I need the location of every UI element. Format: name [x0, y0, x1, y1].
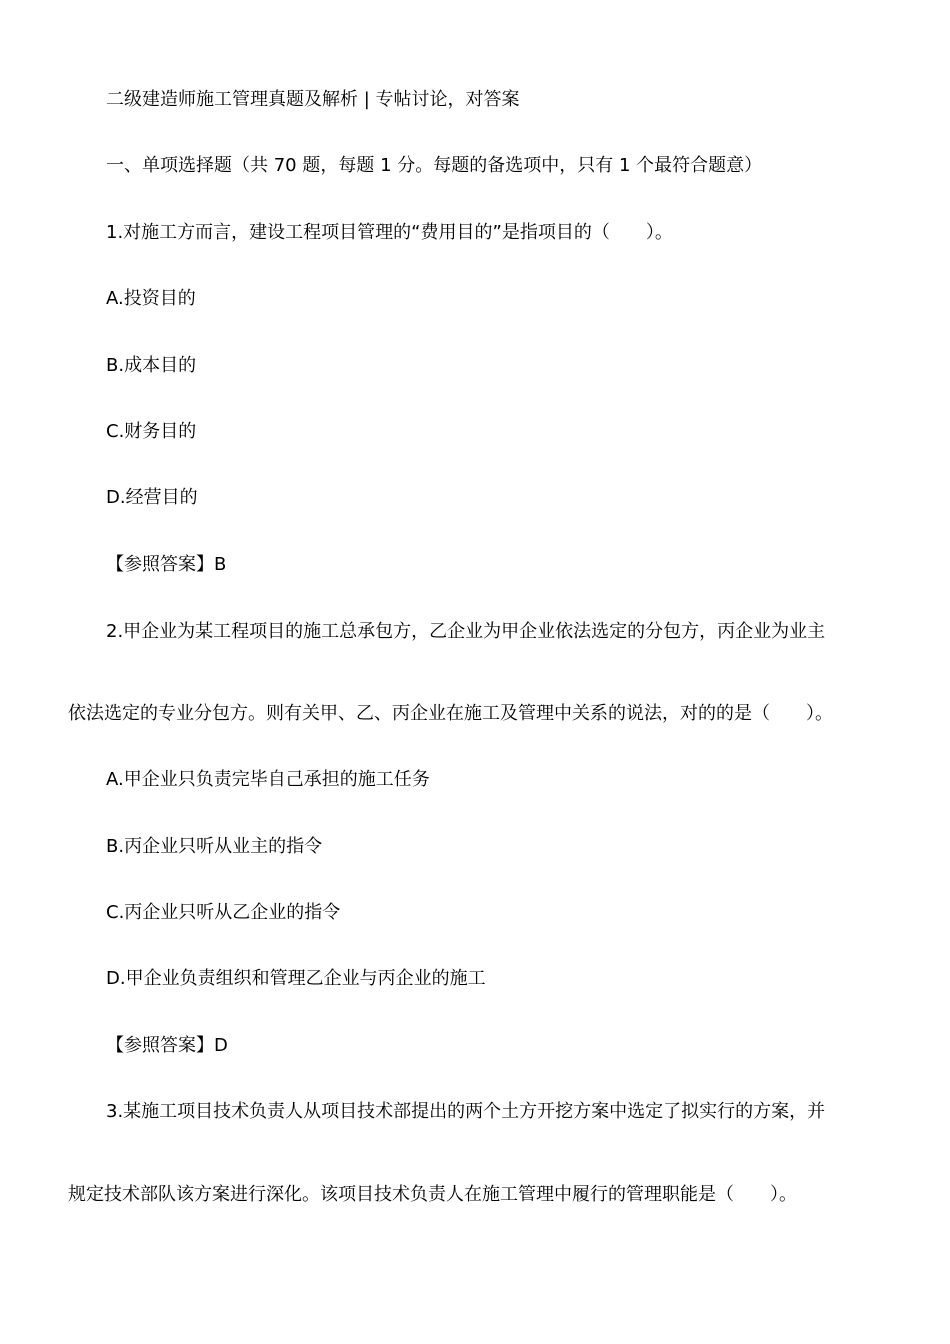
question-2-stem-line-2: 依法选定的专业分包方。则有关甲、乙、丙企业在施工及管理中关系的说法，对的的是（ ）。 — [68, 703, 833, 724]
question-2-option-b: B.丙企业只听从业主的指令 — [106, 836, 323, 857]
question-3-stem-line-2: 规定技术部队该方案进行深化。该项目技术负责人在施工管理中履行的管理职能是（ ）。 — [68, 1184, 797, 1205]
document-title: 二级建造师施工管理真题及解析 | 专帖讨论，对答案 — [106, 89, 520, 110]
question-1-option-d: D.经营目的 — [106, 487, 198, 508]
question-3-stem-line-1: 3.某施工项目技术负责人从项目技术部提出的两个土方开挖方案中选定了拟实行的方案，并 — [106, 1101, 826, 1122]
question-2-option-c: C.丙企业只听从乙企业的指令 — [106, 902, 341, 923]
question-1-answer: 【参照答案】B — [106, 554, 227, 575]
question-1-option-b: B.成本目的 — [106, 355, 197, 376]
question-2-option-a: A.甲企业只负责完毕自己承担的施工任务 — [106, 769, 430, 790]
question-1-option-c: C.财务目的 — [106, 421, 197, 442]
question-2-answer: 【参照答案】D — [106, 1035, 228, 1056]
section-heading: 一、单项选择题（共 70 题，每题 1 分。每题的备选项中，只有 1 个最符合题意） — [106, 155, 763, 176]
question-1-option-a: A.投资目的 — [106, 288, 196, 309]
question-2-stem-line-1: 2.甲企业为某工程项目的施工总承包方，乙企业为甲企业依法选定的分包方，丙企业为业主 — [106, 621, 826, 642]
question-2-option-d: D.甲企业负责组织和管理乙企业与丙企业的施工 — [106, 968, 486, 989]
question-1-stem: 1.对施工方而言，建设工程项目管理的“费用目的”是指项目的（ ）。 — [106, 222, 673, 243]
